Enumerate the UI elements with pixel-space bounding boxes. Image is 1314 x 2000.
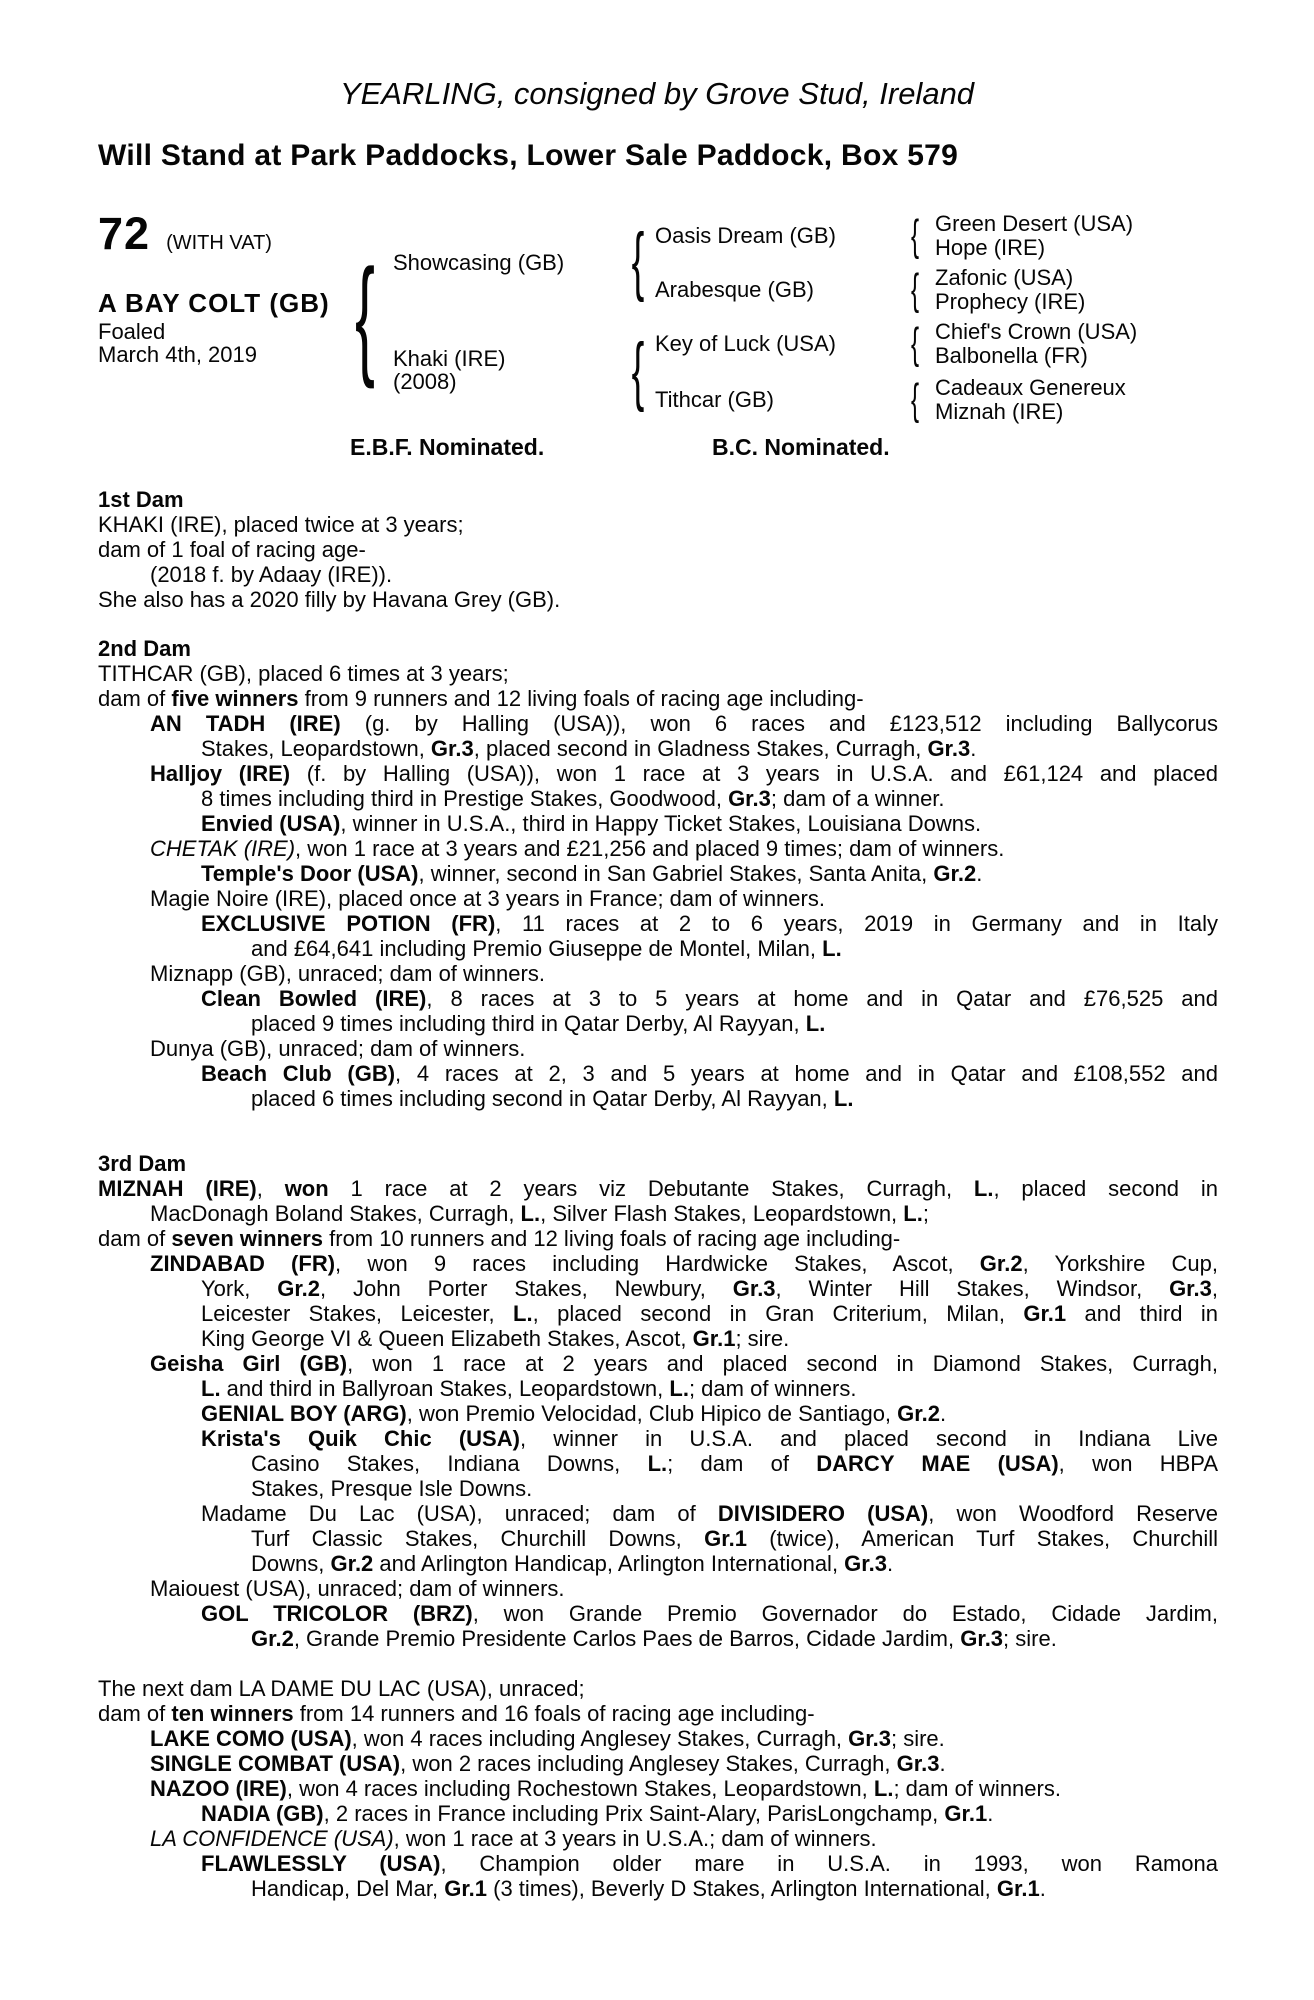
- plain-text: (3 times), Beverly D Stakes, Arlington International,: [487, 1876, 997, 1901]
- blacktype-text: L.: [647, 1451, 668, 1476]
- pedigree-text-line: [201, 811, 1218, 836]
- blacktype-text: Gr.2: [979, 1251, 1023, 1276]
- great-grandparent: Cadeaux Genereux: [935, 375, 1126, 400]
- pedigree-brace-main: [353, 240, 377, 392]
- plain-text: TITHCAR (GB), placed 6 times at 3 years;: [98, 661, 509, 686]
- blacktype-text: SINGLE COMBAT (USA): [150, 1751, 401, 1776]
- blacktype-text: ZINDABAD (FR): [150, 1251, 336, 1276]
- plain-text: Dunya (GB), unraced; dam of winners.: [150, 1036, 526, 1061]
- plain-text: , won 4 races including Rochestown Stakes, Leopardstown,: [286, 1776, 874, 1801]
- pedigree-brace-pair-3: [905, 320, 925, 368]
- pedigree-text-line: [201, 736, 1218, 761]
- blacktype-text: Clean Bowled (IRE): [201, 986, 427, 1011]
- plain-text: Casino Stakes, Indiana Downs,: [251, 1451, 648, 1476]
- plain-text: York,: [201, 1276, 278, 1301]
- pedigree-text-line: [201, 1061, 1218, 1086]
- blacktype-text: five winners: [171, 686, 299, 711]
- pedigree-text-line: [150, 761, 1218, 786]
- pedigree-text-line: [98, 512, 1218, 537]
- sire-name: Showcasing (GB): [393, 250, 565, 275]
- plain-text: .: [886, 1551, 894, 1576]
- pedigree-text-line: [201, 861, 1218, 886]
- dam-section-heading: 2nd Dam: [98, 636, 191, 661]
- pedigree-text-line: [251, 1526, 1218, 1551]
- blacktype-text: L.: [873, 1776, 894, 1801]
- plain-text: , Yorkshire Cup,: [1022, 1251, 1218, 1276]
- blacktype-text: LAKE COMO (USA): [150, 1726, 352, 1751]
- pedigree-text-line: [201, 911, 1218, 936]
- plain-text: , won 1 race at 3 years in U.S.A.; dam of winners.: [393, 1826, 877, 1851]
- pedigree-text-line: [150, 836, 1218, 861]
- pedigree-text-line: [150, 1576, 1218, 1601]
- blacktype-text: Gr.1: [444, 1876, 488, 1901]
- pedigree-text-line: [201, 1851, 1218, 1876]
- blacktype-text: L.: [669, 1376, 689, 1401]
- blacktype-text: Gr.2: [897, 1401, 940, 1426]
- pedigree-text-line: [150, 1201, 1218, 1226]
- plain-text: dam of 1 foal of racing age-: [98, 537, 366, 562]
- blacktype-text: DIVISIDERO (USA): [717, 1501, 929, 1526]
- blacktype-text: Krista's Quik Chic (USA): [201, 1426, 520, 1451]
- pedigree-text-line: [251, 1086, 1218, 1111]
- plain-text: , won Premio Velocidad, Club Hipico de Santiago,: [406, 1401, 898, 1426]
- plain-text: Leicester Stakes, Leicester,: [201, 1301, 514, 1326]
- blacktype-text: Gr.1: [944, 1801, 988, 1826]
- plain-text: dam of: [98, 686, 172, 711]
- pedigree-text-line: [251, 1876, 1218, 1901]
- pedigree-text-line: [201, 1276, 1218, 1301]
- plain-text: , Silver Flash Stakes, Leopardstown,: [540, 1201, 904, 1226]
- plain-text: , 4 races at 2, 3 and 5 years at home and in Qatar and £108,552 and: [395, 1061, 1218, 1086]
- plain-text: .: [976, 861, 983, 886]
- plain-text: , won 9 races including Hardwicke Stakes, Ascot,: [335, 1251, 980, 1276]
- plain-text: (f. by Halling (USA)), won 1 race at 3 years in U.S.A. and £61,124 and placed: [290, 761, 1218, 786]
- blacktype-text: Gr.1: [704, 1526, 747, 1551]
- plain-text: She also has a 2020 filly by Havana Grey (GB).: [98, 587, 561, 612]
- pedigree-text-line: [150, 1776, 1218, 1801]
- great-grandparent: Balbonella (FR): [935, 343, 1088, 368]
- plain-text: ; dam of winners.: [893, 1776, 1061, 1801]
- italic-horse-name: CHETAK (IRE): [150, 836, 296, 861]
- lot-number: 72: [98, 208, 151, 259]
- plain-text: , placed second in Gladness Stakes, Curragh,: [473, 736, 928, 761]
- pedigree-text-line: [98, 1176, 1218, 1201]
- blacktype-text: Gr.3: [848, 1726, 891, 1751]
- blacktype-text: MIZNAH (IRE): [98, 1176, 257, 1201]
- pedigree-brace-pair-2: [905, 266, 925, 314]
- dam-section-heading: 1st Dam: [98, 487, 184, 512]
- plain-text: 1 race at 2 years viz Debutante Stakes, Curragh,: [328, 1176, 974, 1201]
- plain-text: Maiouest (USA), unraced; dam of winners.: [150, 1576, 565, 1601]
- pedigree-text-line: [201, 1401, 1218, 1426]
- plain-text: , won Woodford Reserve: [928, 1501, 1218, 1526]
- plain-text: , Grande Premio Presidente Carlos Paes de Barros, Cidade Jardim,: [293, 1626, 961, 1651]
- dam-section-heading: 3rd Dam: [98, 1151, 187, 1176]
- plain-text: (twice), American Turf Stakes, Churchill: [746, 1526, 1218, 1551]
- pedigree-text-line: [201, 1376, 1218, 1401]
- great-grandparent: Miznah (IRE): [935, 399, 1064, 424]
- plain-text: and third in: [1066, 1301, 1218, 1326]
- plain-text: ;: [922, 1201, 929, 1226]
- foaled-label: Foaled: [98, 319, 166, 344]
- pedigree-text-line: [150, 886, 1218, 911]
- bc-nomination: B.C. Nominated.: [712, 434, 890, 460]
- plain-text: .: [939, 1751, 946, 1776]
- plain-text: placed 6 times including second in Qatar Derby, Al Rayyan,: [251, 1086, 834, 1111]
- plain-text: KHAKI (IRE), placed twice at 3 years;: [98, 512, 464, 537]
- plain-text: ,: [1211, 1276, 1218, 1301]
- catalogue-text: [98, 487, 1218, 1901]
- blacktype-text: AN TADH (IRE): [150, 711, 341, 736]
- pedigree-brace-sire: [628, 218, 648, 304]
- plain-text: ; dam of: [667, 1451, 817, 1476]
- blacktype-text: Gr.2: [251, 1626, 294, 1651]
- pedigree-text-line: [251, 1626, 1218, 1651]
- ebf-nomination: E.B.F. Nominated.: [350, 434, 545, 460]
- page-title: YEARLING, consigned by Grove Stud, Ireland: [339, 76, 975, 111]
- blacktype-text: Gr.3: [1169, 1276, 1212, 1301]
- plain-text: ; sire.: [735, 1326, 790, 1351]
- blacktype-text: L.: [833, 1086, 854, 1111]
- pedigree-text-line: [98, 661, 1218, 686]
- pedigree-text-line: [150, 1726, 1218, 1751]
- blacktype-text: L.: [201, 1376, 221, 1401]
- pedigree-text-line: [201, 1426, 1218, 1451]
- pedigree-text-line: [201, 1601, 1218, 1626]
- pedigree-text-line: [201, 786, 1218, 811]
- blacktype-text: Gr.3: [732, 1276, 776, 1301]
- plain-text: , won HBPA: [1058, 1451, 1219, 1476]
- horse-name: A BAY COLT (GB): [98, 288, 330, 318]
- plain-text: , won 4 races including Anglesey Stakes, Curragh,: [351, 1726, 849, 1751]
- great-grandparent: Zafonic (USA): [935, 265, 1074, 290]
- plain-text: ; dam of winners.: [688, 1376, 857, 1401]
- plain-text: dam of: [98, 1701, 172, 1726]
- blacktype-text: Gr.3: [896, 1751, 940, 1776]
- plain-text: , placed second in Gran Criterium, Milan,: [532, 1301, 1024, 1326]
- plain-text: ; sire.: [1003, 1626, 1057, 1651]
- plain-text: MacDonagh Boland Stakes, Curragh,: [150, 1201, 521, 1226]
- pedigree-text-line: [150, 1826, 1218, 1851]
- blacktype-text: Halljoy (IRE): [150, 761, 291, 786]
- plain-text: Downs,: [251, 1551, 331, 1576]
- blacktype-text: NAZOO (IRE): [150, 1776, 287, 1801]
- plain-text: .: [970, 736, 977, 761]
- plain-text: , won 2 races including Anglesey Stakes, Curragh,: [400, 1751, 897, 1776]
- blacktype-text: won: [284, 1176, 329, 1201]
- great-grandparent: Chief's Crown (USA): [935, 319, 1138, 344]
- plain-text: .: [1039, 1876, 1046, 1901]
- blacktype-text: FLAWLESSLY (USA): [201, 1851, 441, 1876]
- plain-text: The next dam LA DAME DU LAC (USA), unraced;: [98, 1676, 585, 1701]
- great-grandparent: Prophecy (IRE): [935, 289, 1086, 314]
- plain-text: , Winter Hill Stakes, Windsor,: [775, 1276, 1170, 1301]
- plain-text: Miznapp (GB), unraced; dam of winners.: [150, 961, 545, 986]
- pedigree-text-line: [201, 1301, 1218, 1326]
- blacktype-text: Temple's Door (USA): [201, 861, 419, 886]
- plain-text: from 9 runners and 12 living foals of racing age including-: [298, 686, 864, 711]
- plain-text: from 10 runners and 12 living foals of racing age including-: [323, 1226, 901, 1251]
- blacktype-text: L.: [805, 1011, 826, 1036]
- blacktype-text: Gr.3: [844, 1551, 887, 1576]
- plain-text: from 14 runners and 16 foals of racing age including-: [293, 1701, 815, 1726]
- blacktype-text: L.: [903, 1201, 923, 1226]
- grandsire-maternal: Key of Luck (USA): [655, 331, 836, 356]
- blacktype-text: Geisha Girl (GB): [150, 1351, 348, 1376]
- plain-text: ; sire.: [890, 1726, 945, 1751]
- pedigree-text-line: [251, 1451, 1218, 1476]
- granddam-paternal: Arabesque (GB): [655, 277, 814, 302]
- pedigree-text-line: [98, 1226, 1218, 1251]
- great-grandparent: Hope (IRE): [935, 235, 1046, 260]
- pedigree-text-line: [251, 1551, 1218, 1576]
- plain-text: and £64,641 including Premio Giuseppe de Montel, Milan,: [251, 936, 823, 961]
- granddam-maternal: Tithcar (GB): [655, 387, 774, 412]
- blacktype-text: Gr.1: [996, 1876, 1040, 1901]
- plain-text: .: [987, 1801, 994, 1826]
- blacktype-text: Beach Club (GB): [201, 1061, 396, 1086]
- pedigree-text-line: [150, 1036, 1218, 1061]
- blacktype-text: DARCY MAE (USA): [816, 1451, 1059, 1476]
- blacktype-text: EXCLUSIVE POTION (FR): [201, 911, 496, 936]
- blacktype-text: Gr.3: [960, 1626, 1004, 1651]
- plain-text: , Champion older mare in U.S.A. in 1993, won Ramona: [440, 1851, 1218, 1876]
- blacktype-text: seven winners: [171, 1226, 324, 1251]
- plain-text: , winner in U.S.A., third in Happy Ticket Stakes, Louisiana Downs.: [340, 811, 982, 836]
- blacktype-text: Gr.2: [330, 1551, 374, 1576]
- pedigree-tree: [98, 208, 1218, 464]
- plain-text: and third in Ballyroan Stakes, Leopardstown,: [220, 1376, 670, 1401]
- pedigree-text-line: [98, 686, 1218, 711]
- plain-text: , John Porter Stakes, Newbury,: [320, 1276, 733, 1301]
- plain-text: Stakes, Leopardstown,: [201, 736, 431, 761]
- blacktype-text: Gr.3: [430, 736, 474, 761]
- pedigree-text-line: [150, 1251, 1218, 1276]
- pedigree-text-line: [201, 986, 1218, 1011]
- dam-name: Khaki (IRE): [393, 346, 506, 371]
- pedigree-text-line: [150, 562, 1218, 587]
- blacktype-text: L.: [973, 1176, 994, 1201]
- plain-text: (2018 f. by Adaay (IRE)).: [150, 562, 393, 587]
- plain-text: , winner, second in San Gabriel Stakes, Santa Anita,: [418, 861, 934, 886]
- plain-text: and Arlington Handicap, Arlington International,: [373, 1551, 845, 1576]
- plain-text: , placed second in: [993, 1176, 1219, 1201]
- pedigree-text-line: [201, 1501, 1218, 1526]
- pedigree-brace-pair-4: [905, 376, 925, 424]
- pedigree-text-line: [251, 1011, 1218, 1036]
- pedigree-text-line: [98, 1701, 1218, 1726]
- plain-text: ,: [256, 1176, 285, 1201]
- blacktype-text: L.: [520, 1201, 541, 1226]
- stand-location-line: Will Stand at Park Paddocks, Lower Sale Paddock, Box 579: [98, 139, 959, 172]
- pedigree-text-line: [98, 1676, 1218, 1701]
- pedigree-text-line: [98, 537, 1218, 562]
- plain-text: Turf Classic Stakes, Churchill Downs,: [251, 1526, 705, 1551]
- blacktype-text: Gr.3: [927, 736, 971, 761]
- vat-note: (WITH VAT): [166, 232, 272, 254]
- plain-text: , winner in U.S.A. and placed second in Indiana Live: [519, 1426, 1218, 1451]
- dam-year: (2008): [393, 369, 457, 394]
- plain-text: , won 1 race at 3 years and £21,256 and placed 9 times; dam of winners.: [295, 836, 1005, 861]
- blacktype-text: GOL TRICOLOR (BRZ): [201, 1601, 473, 1626]
- plain-text: ; dam of a winner.: [770, 786, 945, 811]
- blacktype-text: NADIA (GB): [201, 1801, 324, 1826]
- pedigree-text-line: [150, 711, 1218, 736]
- pedigree-text-line: [98, 587, 1218, 612]
- plain-text: , won Grande Premio Governador do Estado, Cidade Jardim,: [472, 1601, 1219, 1626]
- blacktype-text: Gr.1: [1023, 1301, 1067, 1326]
- plain-text: 8 times including third in Prestige Stakes, Goodwood,: [201, 786, 729, 811]
- plain-text: Magie Noire (IRE), placed once at 3 years in France; dam of winners.: [150, 886, 825, 911]
- plain-text: .: [939, 1401, 947, 1426]
- blacktype-text: Gr.2: [933, 861, 977, 886]
- blacktype-text: Gr.2: [277, 1276, 321, 1301]
- plain-text: Stakes, Presque Isle Downs.: [251, 1476, 533, 1501]
- lot-row: [98, 208, 272, 260]
- foaled-date: March 4th, 2019: [98, 342, 257, 367]
- plain-text: , 8 races at 3 to 5 years at home and in Qatar and £76,525 and: [426, 986, 1218, 1011]
- plain-text: , 2 races in France including Prix Saint-Alary, ParisLongchamp,: [323, 1801, 945, 1826]
- pedigree-text-line: [251, 936, 1218, 961]
- plain-text: King George VI & Queen Elizabeth Stakes, Ascot,: [201, 1326, 693, 1351]
- pedigree-text-line: [201, 1801, 1218, 1826]
- pedigree-brace-pair-1: [905, 212, 925, 260]
- plain-text: dam of: [98, 1226, 172, 1251]
- blacktype-text: Gr.1: [692, 1326, 736, 1351]
- pedigree-brace-dam: [628, 328, 648, 414]
- blacktype-text: ten winners: [171, 1701, 294, 1726]
- pedigree-text-line: [150, 1751, 1218, 1776]
- italic-horse-name: LA CONFIDENCE (USA): [150, 1826, 394, 1851]
- plain-text: Madame Du Lac (USA), unraced; dam of: [201, 1501, 718, 1526]
- plain-text: Handicap, Del Mar,: [251, 1876, 445, 1901]
- blacktype-text: L.: [822, 936, 842, 961]
- pedigree-text-line: [150, 1351, 1218, 1376]
- grandsire-paternal: Oasis Dream (GB): [655, 223, 836, 248]
- blacktype-text: L.: [513, 1301, 533, 1326]
- plain-text: , 11 races at 2 to 6 years, 2019 in Germany and in Italy: [495, 911, 1218, 936]
- blacktype-text: Gr.3: [728, 786, 771, 811]
- blacktype-text: GENIAL BOY (ARG): [201, 1401, 407, 1426]
- dam-block: [393, 347, 505, 393]
- pedigree-text-line: [251, 1476, 1218, 1501]
- pedigree-text-line: [201, 1326, 1218, 1351]
- blacktype-text: Envied (USA): [201, 811, 341, 836]
- pedigree-text-line: [150, 961, 1218, 986]
- great-grandparent: Green Desert (USA): [935, 211, 1134, 236]
- plain-text: (g. by Halling (USA)), won 6 races and £123,512 including Ballycorus: [340, 711, 1218, 736]
- plain-text: , won 1 race at 2 years and placed second in Diamond Stakes, Curragh,: [347, 1351, 1218, 1376]
- plain-text: placed 9 times including third in Qatar Derby, Al Rayyan,: [251, 1011, 806, 1036]
